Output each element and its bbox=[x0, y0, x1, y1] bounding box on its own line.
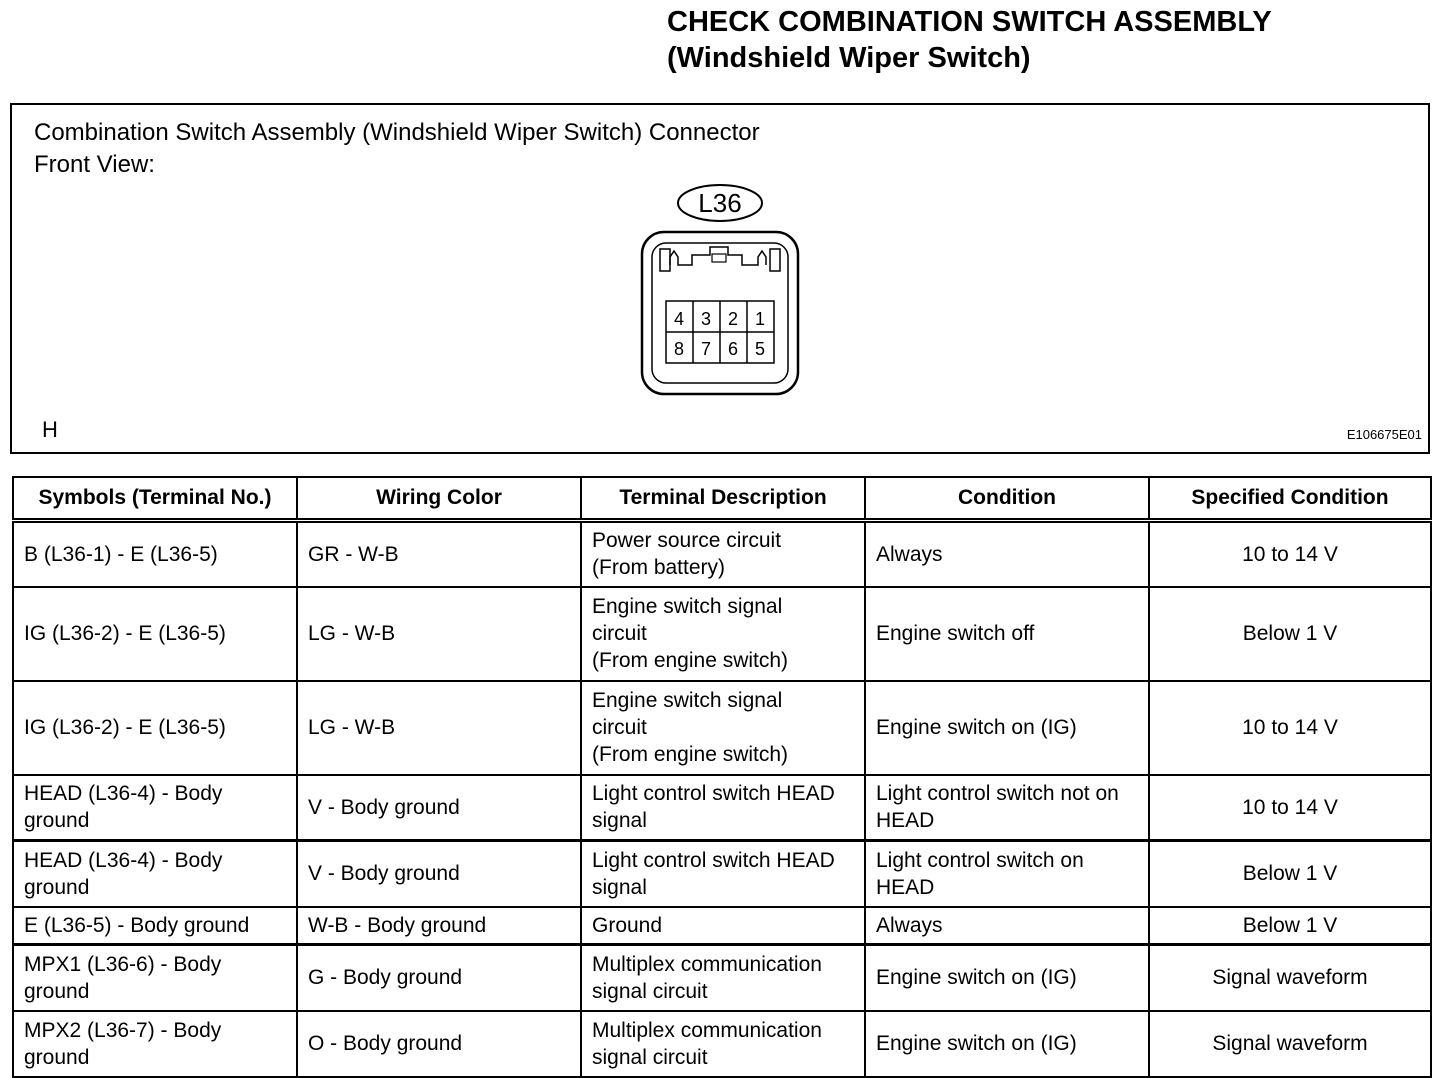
header-cell: Terminal Description bbox=[581, 477, 865, 521]
header-cell: Condition bbox=[865, 477, 1149, 521]
terminal-description-cell-line: (From engine switch) bbox=[592, 743, 789, 766]
terminal-description-cell-line: signal circuit bbox=[592, 979, 708, 1003]
pin-label: 3 bbox=[700, 309, 712, 329]
pin-label: 7 bbox=[700, 339, 712, 359]
terminal-description-cell-line: circuit bbox=[592, 622, 647, 645]
pin-label: 2 bbox=[727, 309, 739, 329]
page-title bbox=[667, 4, 1272, 76]
specified-condition-cell: Below 1 V bbox=[1149, 841, 1431, 907]
condition-cell bbox=[865, 945, 1149, 1011]
terminal-description-cell bbox=[581, 907, 865, 945]
terminal-description-cell-line: Power source circuit bbox=[592, 529, 782, 553]
connector-figure bbox=[10, 103, 1430, 454]
figure-caption-line-2: Front View: bbox=[34, 151, 155, 178]
specified-condition-cell: Signal waveform bbox=[1149, 1011, 1431, 1077]
condition-cell bbox=[865, 907, 1149, 945]
pin-label: 8 bbox=[673, 339, 685, 359]
condition-cell bbox=[865, 681, 1149, 775]
specified-condition-cell: Below 1 V bbox=[1149, 587, 1431, 681]
connector-right-key bbox=[770, 249, 780, 271]
condition-cell-line: Engine switch on (IG) bbox=[876, 966, 1077, 990]
title-line-2: (Windshield Wiper Switch) bbox=[667, 42, 1031, 74]
condition-cell-line: Light control switch on bbox=[876, 848, 1084, 872]
terminal-description-cell bbox=[581, 1011, 865, 1077]
terminal-description-cell-line: signal bbox=[592, 875, 647, 899]
symbols-cell: E (L36-5) - Body ground bbox=[13, 907, 297, 945]
symbols-cell: HEAD (L36-4) - Body ground bbox=[13, 775, 297, 841]
terminal-description-cell-line: Engine switch signal bbox=[592, 689, 783, 712]
table-row bbox=[13, 907, 1431, 945]
wiring-color-cell: G - Body ground bbox=[297, 945, 581, 1011]
wiring-color-cell: V - Body ground bbox=[297, 841, 581, 907]
specified-condition-cell: Signal waveform bbox=[1149, 945, 1431, 1011]
header-cell: Wiring Color bbox=[297, 477, 581, 521]
condition-cell-line: Always bbox=[876, 913, 943, 937]
specified-condition-cell: 10 to 14 V bbox=[1149, 775, 1431, 841]
condition-cell bbox=[865, 587, 1149, 681]
terminal-description-cell bbox=[581, 587, 865, 681]
specified-condition-cell: Below 1 V bbox=[1149, 907, 1431, 945]
figure-code: E106675E01 bbox=[1346, 427, 1422, 442]
terminal-description-cell-line: (From engine switch) bbox=[592, 649, 789, 672]
pin-label: 1 bbox=[754, 309, 766, 329]
specified-condition-cell: 10 to 14 V bbox=[1149, 681, 1431, 775]
table-row bbox=[13, 587, 1431, 681]
condition-cell-line: HEAD bbox=[876, 875, 935, 899]
table-header-row bbox=[13, 477, 1431, 521]
terminal-description-cell-line: Multiplex communication bbox=[592, 1018, 822, 1042]
terminal-description-cell-line: Ground bbox=[592, 913, 663, 937]
condition-cell-line: Engine switch on (IG) bbox=[876, 716, 1077, 739]
terminal-description-cell-line: signal circuit bbox=[592, 1045, 708, 1069]
title-line-1: CHECK COMBINATION SWITCH ASSEMBLY bbox=[667, 6, 1272, 38]
connector-lock-tab bbox=[712, 254, 726, 262]
condition-cell-line: Always bbox=[876, 542, 943, 566]
condition-cell-line: Engine switch off bbox=[876, 622, 1035, 645]
terminal-description-cell-line: (From battery) bbox=[592, 556, 726, 580]
figure-corner-letter: H bbox=[42, 417, 58, 442]
condition-cell bbox=[865, 1011, 1149, 1077]
symbols-cell: IG (L36-2) - E (L36-5) bbox=[13, 587, 297, 681]
terminal-description-cell-line: Engine switch signal bbox=[592, 595, 783, 618]
figure-caption-line-1: Combination Switch Assembly (Windshield Wiper Switch) Connector bbox=[34, 119, 760, 146]
table-body bbox=[13, 521, 1431, 1077]
terminal-description-cell bbox=[581, 841, 865, 907]
table-row bbox=[13, 681, 1431, 775]
connector-id-label: L36 bbox=[698, 188, 742, 218]
terminal-description-cell-line: signal bbox=[592, 809, 647, 833]
figure-caption bbox=[34, 117, 760, 181]
pin-label: 6 bbox=[727, 339, 739, 359]
condition-cell bbox=[865, 841, 1149, 907]
symbols-cell: IG (L36-2) - E (L36-5) bbox=[13, 681, 297, 775]
symbols-cell: HEAD (L36-4) - Body ground bbox=[13, 841, 297, 907]
table-row bbox=[13, 945, 1431, 1011]
condition-cell bbox=[865, 521, 1149, 587]
condition-cell-line: Engine switch on (IG) bbox=[876, 1032, 1077, 1055]
wiring-color-cell: LG - W-B bbox=[297, 587, 581, 681]
wiring-color-cell: V - Body ground bbox=[297, 775, 581, 841]
header-cell: Symbols (Terminal No.) bbox=[13, 477, 297, 521]
terminal-description-cell bbox=[581, 521, 865, 587]
connector-left-key bbox=[660, 249, 670, 271]
terminal-description-cell-line: Light control switch HEAD bbox=[592, 848, 835, 872]
terminal-description-cell bbox=[581, 681, 865, 775]
pin-label: 5 bbox=[754, 339, 766, 359]
terminal-description-cell bbox=[581, 775, 865, 841]
symbols-cell: MPX1 (L36-6) - Body ground bbox=[13, 945, 297, 1011]
condition-cell-line: HEAD bbox=[876, 809, 935, 833]
connector-diagram bbox=[632, 177, 812, 397]
condition-cell-line: Light control switch not on bbox=[876, 782, 1119, 806]
terminal-description-cell bbox=[581, 945, 865, 1011]
table-row bbox=[13, 775, 1431, 841]
pin-label: 4 bbox=[673, 309, 685, 329]
wiring-color-cell: W-B - Body ground bbox=[297, 907, 581, 945]
terminal-description-cell-line: Multiplex communication bbox=[592, 952, 822, 976]
wiring-color-cell: GR - W-B bbox=[297, 521, 581, 587]
terminal-description-cell-line: Light control switch HEAD bbox=[592, 782, 835, 806]
wiring-color-cell: LG - W-B bbox=[297, 681, 581, 775]
table-row bbox=[13, 841, 1431, 907]
symbols-cell: MPX2 (L36-7) - Body ground bbox=[13, 1011, 297, 1077]
symbols-cell: B (L36-1) - E (L36-5) bbox=[13, 521, 297, 587]
condition-cell bbox=[865, 775, 1149, 841]
header-cell: Specified Condition bbox=[1149, 477, 1431, 521]
terminal-spec-table bbox=[12, 476, 1432, 1078]
terminal-description-cell-line: circuit bbox=[592, 716, 647, 739]
specified-condition-cell: 10 to 14 V bbox=[1149, 521, 1431, 587]
wiring-color-cell: O - Body ground bbox=[297, 1011, 581, 1077]
table-row bbox=[13, 521, 1431, 587]
table-row bbox=[13, 1011, 1431, 1077]
